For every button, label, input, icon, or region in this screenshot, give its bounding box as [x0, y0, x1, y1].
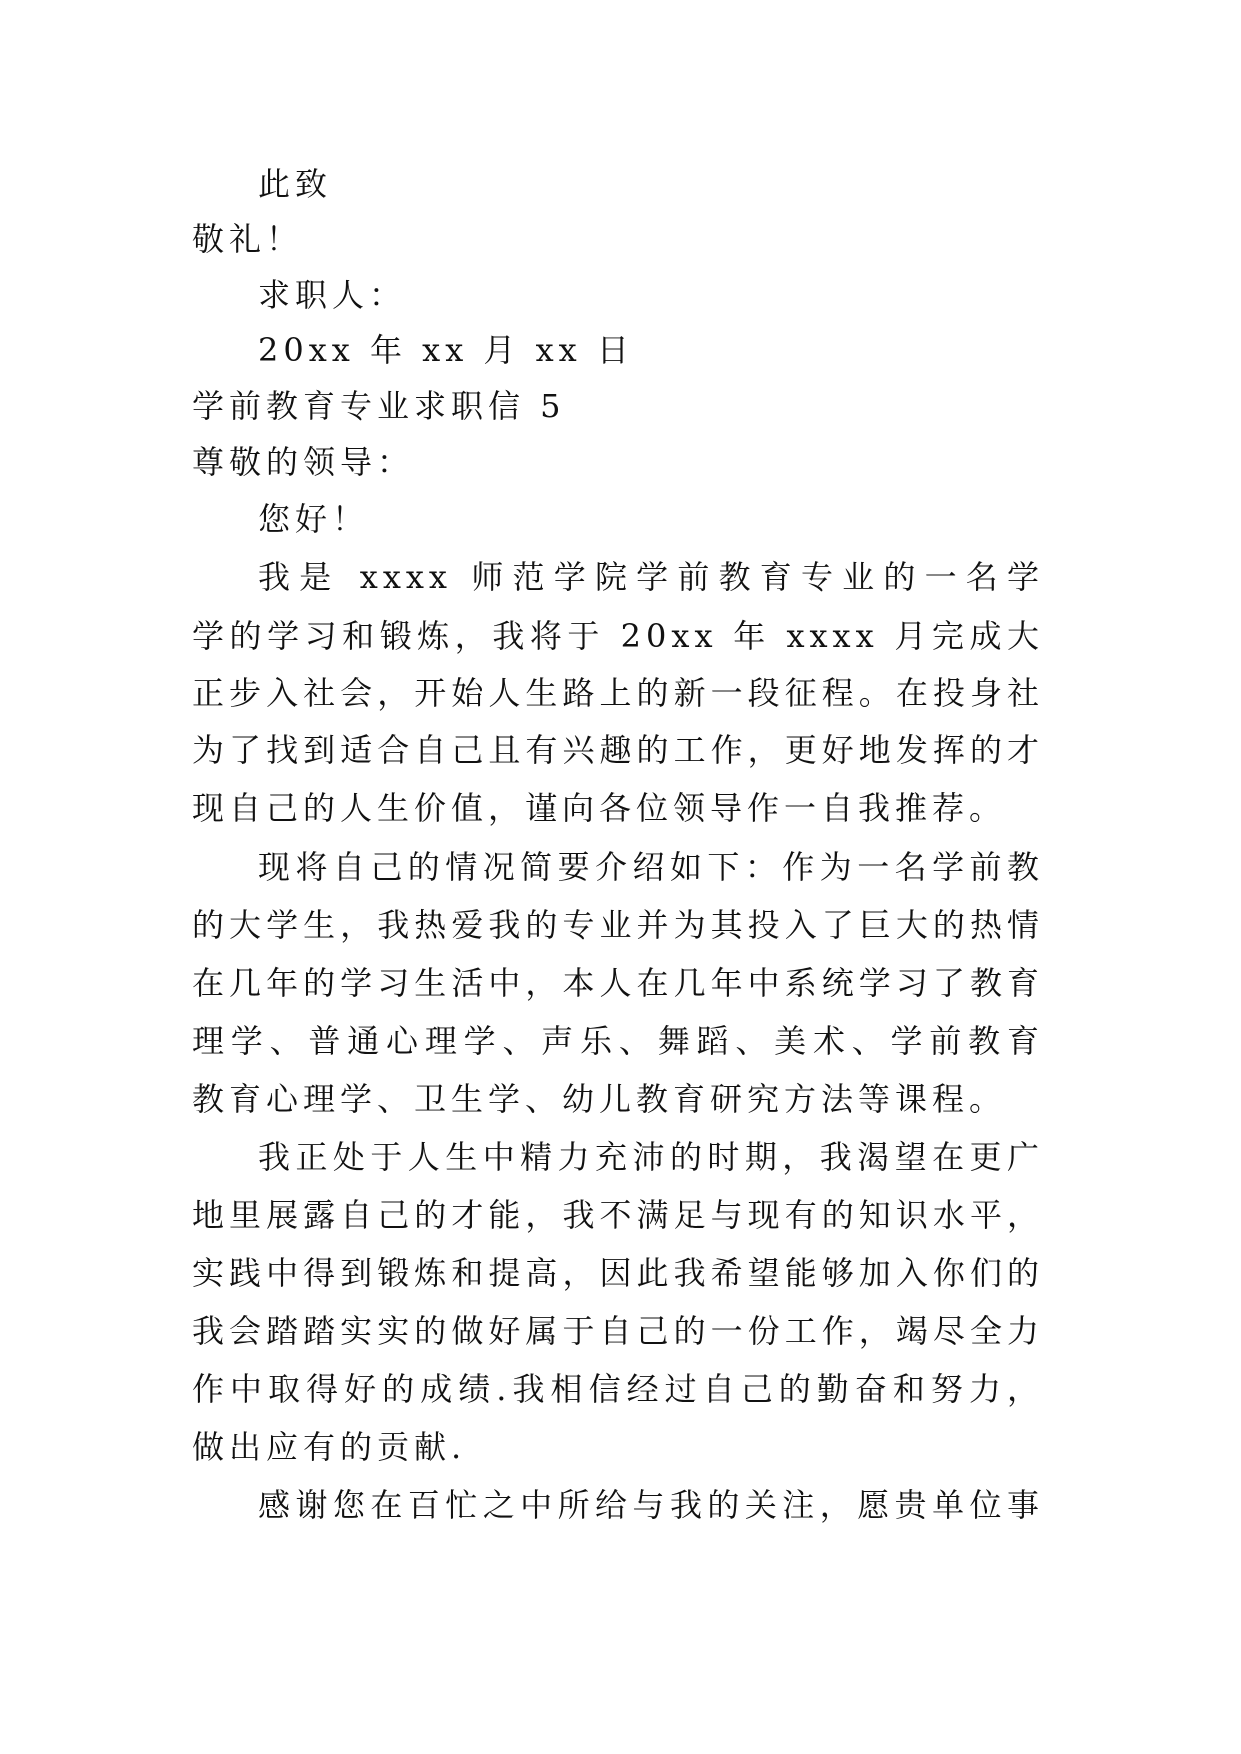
greeting: 您好！	[258, 500, 370, 538]
paragraph-2-line: 的大学生，我热爱我的专业并为其投入了巨大的热情	[192, 906, 1044, 944]
paragraph-1-line: 正步入社会，开始人生路上的新一段征程。在投身社	[192, 674, 1044, 712]
paragraph-3-line: 我会踏踏实实的做好属于自己的一份工作，竭尽全力	[192, 1312, 1044, 1350]
paragraph-3-line: 实践中得到锻炼和提高，因此我希望能够加入你们的	[192, 1254, 1044, 1292]
closing-ci-zhi: 此致	[258, 165, 333, 203]
closing-jing-li: 敬礼！	[192, 220, 304, 258]
paragraph-1-line: 我是 xxxx 师范学院学前教育专业的一名学	[258, 558, 1044, 596]
salutation: 尊敬的领导：	[192, 443, 415, 481]
paragraph-3-line: 作中取得好的成绩.我相信经过自己的勤奋和努力，	[192, 1370, 1044, 1408]
paragraph-2-line: 教育心理学、卫生学、幼儿教育研究方法等课程。	[192, 1080, 1007, 1118]
paragraph-4-line: 感谢您在百忙之中所给与我的关注，愿贵单位事	[258, 1486, 1044, 1524]
letter-date: 20xx 年 xx 月 xx 日	[258, 331, 634, 369]
letter-title: 学前教育专业求职信 5	[192, 387, 566, 425]
applicant-label: 求职人：	[258, 276, 407, 314]
paragraph-2-line: 理学、普通心理学、声乐、舞蹈、美术、学前教育	[192, 1022, 1044, 1060]
paragraph-2-line: 在几年的学习生活中，本人在几年中系统学习了教育	[192, 964, 1044, 1002]
paragraph-2-line: 现将自己的情况简要介绍如下：作为一名学前教	[258, 848, 1044, 886]
paragraph-3-line: 地里展露自己的才能，我不满足与现有的知识水平，	[192, 1196, 1044, 1234]
paragraph-1-line: 学的学习和锻炼，我将于 20xx 年 xxxx 月完成大	[192, 617, 1044, 655]
paragraph-3-line: 做出应有的贡献.	[192, 1428, 467, 1466]
paragraph-3-line: 我正处于人生中精力充沛的时期，我渴望在更广	[258, 1138, 1044, 1176]
paragraph-1-line: 现自己的人生价值，谨向各位领导作一自我推荐。	[192, 789, 1007, 827]
paragraph-1-line: 为了找到适合自己且有兴趣的工作，更好地发挥的才	[192, 731, 1044, 769]
